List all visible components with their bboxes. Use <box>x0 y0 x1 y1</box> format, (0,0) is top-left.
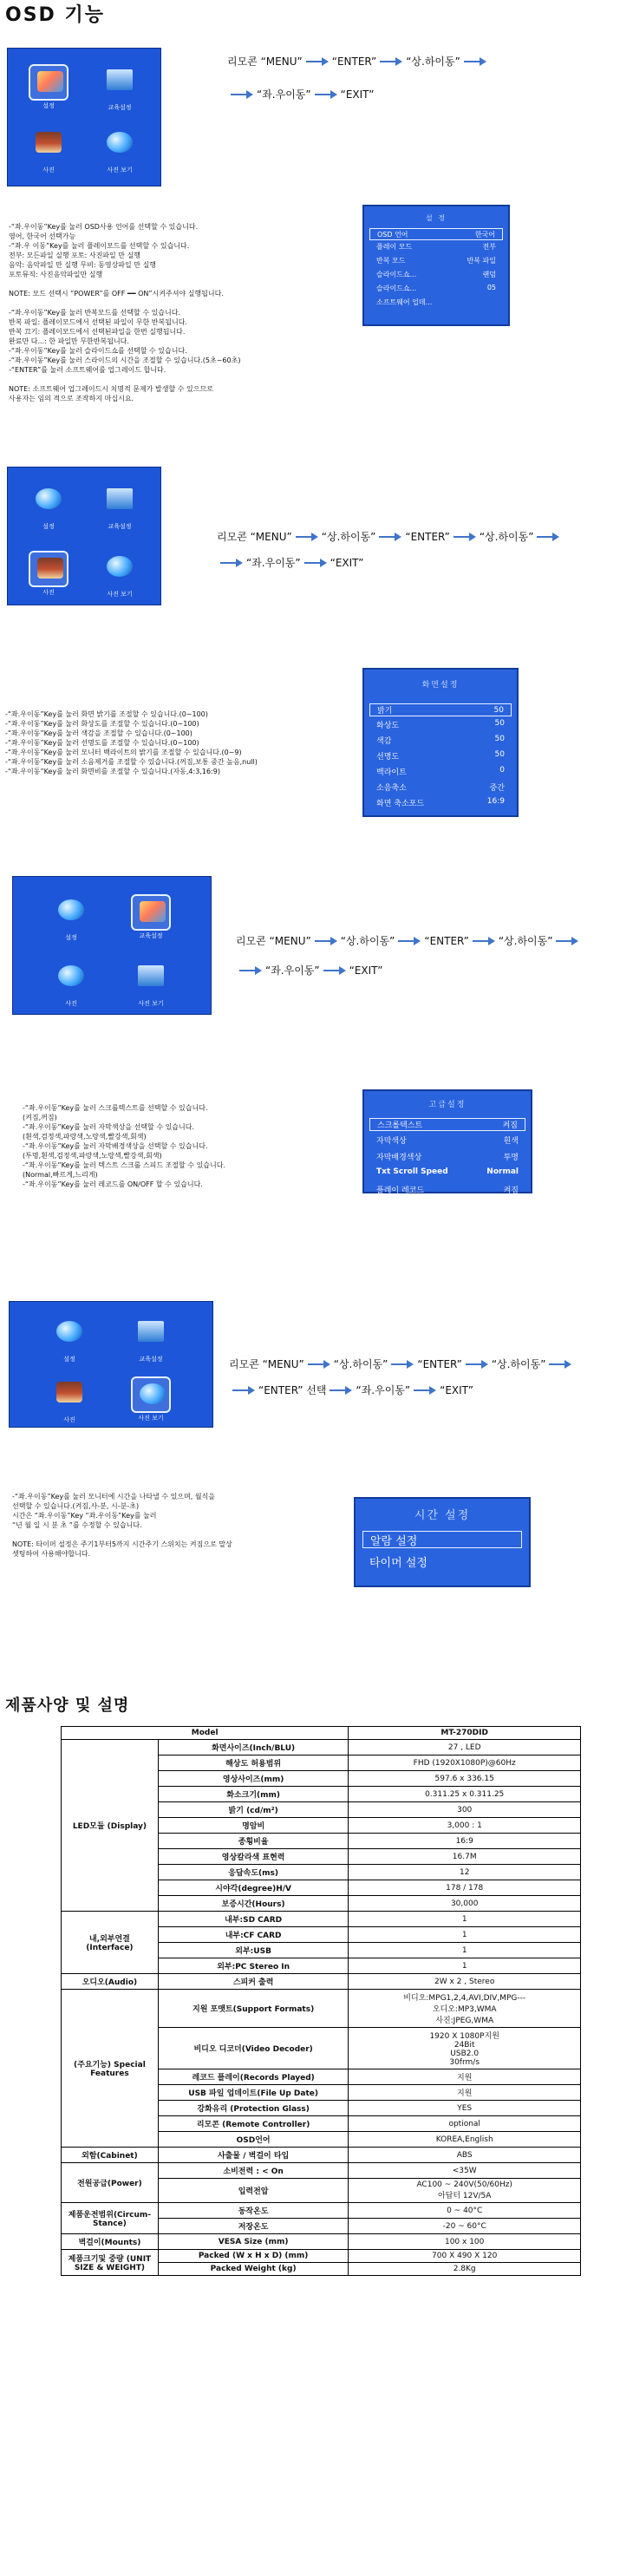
arrow-right-icon <box>220 559 243 567</box>
spec-label: 동작온도 <box>158 2203 349 2219</box>
spec-value: 12 <box>349 1865 581 1880</box>
spec-label: 해상도 허용범위 <box>158 1755 349 1771</box>
flow-step: “상.하이동” <box>340 935 395 947</box>
spec-value: 16:9 <box>349 1834 581 1849</box>
model-label: Model <box>62 1727 349 1740</box>
spec-label: 저장온도 <box>158 2219 349 2234</box>
spec-table <box>61 1726 581 2276</box>
table-row <box>62 2234 581 2250</box>
spec-label: OSD언어 <box>158 2132 349 2148</box>
description-text: -“좌.우이동”Key를 눌러 OSD사용 언어를 선택할 수 있습니다. 영어, 한국어 선택가능 -“좌.우 이동”Key를 눌러 플레이모드를 선택할 수 있습니다. 전부: 모든파일 실행 포토: 사진파일 만 실행 음악: 음악파일 만 실행 무비: 동영상파일 만 실행 포토뮤직: 사진음악파일만 실행 NOTE: 모드 선택시 “POWER”를 OFF ━━ ON”시켜주셔야 실행됩니다. -“좌.우이동”Key를 눌러 반복모드를 선택할 수 있습니다. 반복 파일: 플레이모드에서 선택된 파일이 무한 반복됩니다. 반복 끄기: 플레이모드에서 선택된파일을 한번 실행됩니다. 완료만 다...: 한 파일만 무한반복됩니다. -“좌.우이동”Key를 눌러 슬라이드쇼를 선택할 수 있습니다. -“좌.우이동”Key를 눌러 스라이드의 시간을 조절할 수 있습니다.(5초~60초) -“ENTER”를 눌러 소프트웨어를 업그레이드 합니다. NOTE: 소프트웨어 업그레이드시 치명적 문제가 발생할 수 있으므로 사용자는 임의 적으로 조작하지 마십시요. <box>9 223 241 402</box>
arrow-right-icon <box>296 533 318 541</box>
table-row <box>62 2250 581 2263</box>
spec-value: 1 <box>349 1943 581 1958</box>
spec-category: 전원공급(Power) <box>62 2163 159 2203</box>
description-text: -“좌.우이동”Key를 눌러 화면 밝기를 조절할 수 있습니다.(0~100) -“좌.우이동”Key를 눌러 화상도를 조절할 수 있습니다.(0~100) -“좌.우이동”Key를 눌러 색감을 조절할 수 있습니다.(0~100) -“좌.우이동”Key를 눌러 선명도를 조절할 수 있습니다.(0~100) -“좌.우이동”Key를 눌러 모니터 백라이트의 밝기를 조절할 수 있습니다.(0~9) -“좌.우이동”Key를 눌러 소음제거를 조절할 수 있습니다.(꺼짐,보통 중간 높음,null) -“좌.우이동”Key를 눌러 화면비를 조절할 수 있습니다.(자동,4:3,16:9) <box>5 710 258 775</box>
spec-label: 지원 포맷트(Support Formats) <box>158 1990 349 2028</box>
osd-menu-screen-3 <box>12 876 212 1015</box>
menu-row[interactable]: 밝기 50 <box>369 703 512 716</box>
menu-row[interactable]: 색감 50 <box>376 735 505 746</box>
flow-step: “상.하이동” <box>479 531 534 543</box>
arrow-right-icon <box>537 533 559 541</box>
spec-label: 비디오 디코더(Video Decoder) <box>158 2028 349 2069</box>
description-text: -“좌.우이동”Key를 눌러 모니터에 시간을 나타낼 수 있으며, 월식을 선택할 수 있습니다.(켜짐,사-분, 시-분-초) 시간은 “좌.우이동”Key “좌.우이동”Key를 눌러 “년 월 일 시 분 초 ”를 수정할 수 있습니다. NOTE: 타이머 설정은 주기1부터5까지 시간주기 스위치는 켜짐으로 말상 셋팅하여 사용해야합니다. <box>12 1493 232 1558</box>
settings-icon: 설정 <box>49 1316 89 1352</box>
flow-line <box>227 54 490 69</box>
menu-row[interactable]: 플레이 레코드 켜짐 <box>376 1187 519 1195</box>
time-icon: 사진 보기 <box>131 1376 171 1413</box>
arrow-right-icon <box>308 1360 330 1369</box>
education-icon: 교육설정 <box>100 483 140 520</box>
arrow-right-icon <box>391 1360 414 1369</box>
spec-label: 보증시간(Hours) <box>158 1896 349 1912</box>
menu-row[interactable]: 스크롤텍스트 켜짐 <box>369 1118 525 1131</box>
settings-panel: 설 정 OSD 언어 한국어 플레이 모드 전부 반복 모드 반복 파일 슬라이드쇼... 랜덤 슬라이드쇼... 05 소프트웨어 업데... <box>362 205 510 326</box>
arrow-right-icon <box>306 57 329 66</box>
spec-value: 2.8Kg <box>349 2263 581 2276</box>
page-title: OSD 기능 <box>5 4 105 26</box>
arrow-right-icon <box>556 937 578 945</box>
table-row <box>62 1912 581 1927</box>
flow-step: “ENTER” <box>417 1357 462 1370</box>
menu-row[interactable]: 백라이트 0 <box>376 766 505 777</box>
menu-row[interactable]: 자막배경색상 투명 <box>376 1154 519 1162</box>
spec-label: 화소크기(mm) <box>158 1787 349 1802</box>
spec-label: 명암비 <box>158 1818 349 1834</box>
menu-row[interactable]: 자막색상 흰색 <box>376 1137 519 1146</box>
photo-icon: 사진 <box>29 127 69 163</box>
menu-row[interactable]: 반복 모드 반복 파일 <box>376 257 496 265</box>
spec-title: 제품사양 및 설명 <box>5 1697 130 1715</box>
time-settings-panel: 시간 설정 알람 설정 타이머 설정 <box>354 1497 531 1587</box>
arrow-right-icon <box>315 90 337 99</box>
spec-label: 레코드 플레이(Records Played) <box>158 2069 349 2085</box>
flow-line <box>217 555 363 570</box>
arrow-right-icon <box>239 966 262 975</box>
spec-value: 0 ~ 40°C <box>349 2203 581 2219</box>
flow-line <box>227 87 374 101</box>
arrow-right-icon <box>379 533 401 541</box>
arrow-right-icon <box>330 1386 352 1395</box>
table-row <box>62 1974 581 1990</box>
spec-value: 0.311.25 x 0.311.25 <box>349 1787 581 1802</box>
flow-step: “좌.우이동” <box>356 1384 411 1396</box>
flow-line <box>217 529 563 544</box>
spec-label: 응답속도(ms) <box>158 1865 349 1880</box>
time-icon: 사진 보기 <box>131 960 171 997</box>
settings-icon: 설정 <box>29 64 69 101</box>
flow-step: “좌.우이동” <box>265 964 320 977</box>
arrow-right-icon <box>315 937 337 945</box>
spec-value: 비디오:MPG1,2,4,AVI,DIV,MPG--- 오디오:MP3,WMA 사진:JPEG,WMA <box>349 1990 581 2028</box>
table-header-row <box>62 1727 581 1740</box>
flow-step: “ENTER” <box>405 530 450 543</box>
flow-step: “상.하이동” <box>491 1358 546 1370</box>
spec-label: 사출물 / 벽걸이 타입 <box>158 2148 349 2163</box>
flow-step: “ENTER” 선택 <box>258 1384 327 1396</box>
arrow-right-icon <box>466 1360 488 1369</box>
photo-icon: 사진 <box>51 960 91 997</box>
spec-category: (주요기능) Special Features <box>62 1990 159 2148</box>
flow-step: 리모콘 “MENU” <box>227 56 303 68</box>
spec-value: ABS <box>349 2148 581 2163</box>
flow-step: “좌.우이동” <box>246 557 301 569</box>
flow-line <box>236 933 582 948</box>
spec-value: 1920 X 1080P지원 24Bit USB2.0 30frm/s <box>349 2028 581 2069</box>
spec-label: 외부:PC Stereo In <box>158 1958 349 1974</box>
spec-label: 소비전력 : < On <box>158 2163 349 2179</box>
spec-category: 제품크기및 중량 (UNIT SIZE & WEIGHT) <box>62 2250 159 2276</box>
menu-row[interactable]: OSD 언어 한국어 <box>369 228 503 240</box>
arrow-right-icon <box>454 533 476 541</box>
arrow-right-icon <box>380 57 402 66</box>
osd-menu-screen-2 <box>7 467 161 605</box>
flow-step: 리모콘 “MENU” <box>229 1358 304 1370</box>
spec-value: FHD (1920X1080P)@60Hz <box>349 1755 581 1771</box>
flow-step: “상.하이동” <box>498 935 553 947</box>
education-icon: 교육설정 <box>100 64 140 101</box>
arrow-right-icon <box>549 1360 571 1369</box>
menu-row[interactable]: Txt Scroll Speed Normal <box>376 1167 519 1176</box>
table-row <box>62 2203 581 2219</box>
spec-value: 597.6 x 336.15 <box>349 1771 581 1787</box>
spec-category: 오디오(Audio) <box>62 1974 159 1990</box>
spec-label: USB 파일 업데이트(File Up Date) <box>158 2085 349 2101</box>
spec-value: 300 <box>349 1802 581 1818</box>
spec-value: <35W <box>349 2163 581 2179</box>
spec-value: 1 <box>349 1958 581 1974</box>
spec-value: 지원 <box>349 2085 581 2101</box>
flow-step: “EXIT” <box>330 556 364 569</box>
globe-icon: 사진 보기 <box>100 551 140 587</box>
flow-step: “ENTER” <box>424 934 469 947</box>
display-settings-panel: 화면설정 밝기 50 화상도 50 색감 50 선명도 50 백라이트 0 소음축소 중간 화면 축소포드 16:9 <box>362 668 519 817</box>
spec-label: Packed (W x H x D) (mm) <box>158 2250 349 2263</box>
spec-value: 30,000 <box>349 1896 581 1912</box>
photo-icon: 사진 <box>49 1376 89 1413</box>
osd-menu-screen-1 <box>7 48 161 186</box>
arrow-right-icon <box>323 966 346 975</box>
spec-value: 1 <box>349 1927 581 1943</box>
arrow-right-icon <box>232 1386 255 1395</box>
model-value: MT-270DID <box>349 1727 581 1740</box>
spec-value: -20 ~ 60°C <box>349 2219 581 2234</box>
spec-label: Packed Weight (kg) <box>158 2263 349 2276</box>
spec-label: 내부:SD CARD <box>158 1912 349 1927</box>
arrow-right-icon <box>473 937 495 945</box>
spec-label: 화면사이즈(Inch/BLU) <box>158 1740 349 1755</box>
menu-row[interactable]: 화상도 50 <box>376 719 505 730</box>
spec-label: 밝기 (cd/m²) <box>158 1802 349 1818</box>
menu-row[interactable]: 플레이 모드 전부 <box>376 243 496 251</box>
advanced-settings-panel: 고급설정 스크롤텍스트 켜짐 자막색상 흰색 자막배경색상 투명 Txt Scroll Speed Normal 플레이 레코드 켜짐 <box>362 1089 532 1193</box>
education-icon: 교육설정 <box>131 1316 171 1352</box>
settings-icon: 설정 <box>51 894 91 931</box>
spec-label: 내부:CF CARD <box>158 1927 349 1943</box>
flow-step: “좌.우이동” <box>257 88 311 101</box>
flow-step: “EXIT” <box>349 964 383 977</box>
table-row <box>62 1990 581 2028</box>
spec-value: YES <box>349 2101 581 2116</box>
spec-value: 3,000 : 1 <box>349 1818 581 1834</box>
spec-label: 강화유리 (Protection Glass) <box>158 2101 349 2116</box>
flow-step: 리모콘 “MENU” <box>217 531 292 543</box>
globe-icon: 사진 보기 <box>100 127 140 163</box>
table-row <box>62 2148 581 2163</box>
flow-line <box>229 1357 575 1371</box>
description-text: -“좌.우이동”Key를 눌러 스크롤텍스트를 선택할 수 있습니다. (켜짐,꺼짐) -“좌.우이동”Key를 눌러 자막색상을 선택할 수 있습니다. (흰색,검정색,파랑색,노랑색,빨강색,회색) -“좌.우이동”Key를 눌러 자막배경색상을 선택할 수 있습니다. (투명,흰색,검정색,파랑색,노랑색,빨강색,회색) -“좌.우이동”Key를 눌러 텍스트 스크롤 스피드 조절할 수 있습니다. (Normal,빠르게,느리게) -“좌.우이동”Key를 눌러 레코드를 ON/OFF 할 수 있습니다. <box>23 1104 226 1188</box>
arrow-right-icon <box>398 937 421 945</box>
arrow-right-icon <box>414 1386 436 1395</box>
spec-value: 16.7M <box>349 1849 581 1865</box>
spec-label: 시야각(degree)H/V <box>158 1880 349 1896</box>
spec-category: 벽걸이(Mounts) <box>62 2234 159 2250</box>
menu-row[interactable]: 소음축소 중간 <box>376 784 505 793</box>
spec-label: 영상칼라색 표현력 <box>158 1849 349 1865</box>
flow-step: “ENTER” <box>331 55 377 68</box>
menu-row[interactable]: 알람 설정 <box>362 1531 522 1548</box>
spec-label: 스피커 출력 <box>158 1974 349 1990</box>
spec-label: 영상사이즈(mm) <box>158 1771 349 1787</box>
flow-step: “상.하이동” <box>406 56 460 68</box>
arrow-right-icon <box>464 57 486 66</box>
spec-value: 지원 <box>349 2069 581 2085</box>
table-row <box>62 2163 581 2179</box>
osd-menu-screen-4 <box>9 1301 213 1428</box>
menu-row[interactable]: 타이머 설정 <box>369 1557 427 1570</box>
spec-label: 종횡비율 <box>158 1834 349 1849</box>
table-row <box>62 1740 581 1755</box>
spec-category: 제품운전범위(Circum-Stance) <box>62 2203 159 2234</box>
settings-icon: 설정 <box>29 483 69 520</box>
menu-row[interactable]: 슬라이드쇼... 05 <box>376 284 496 292</box>
spec-label: 외부:USB <box>158 1943 349 1958</box>
spec-value: 2W x 2 , Stereo <box>349 1974 581 1990</box>
menu-row[interactable]: 소프트웨어 업데... <box>376 298 433 306</box>
spec-category: 외함(Cabinet) <box>62 2148 159 2163</box>
photo-icon: 사진 <box>29 551 69 587</box>
spec-value: 27 , LED <box>349 1740 581 1755</box>
menu-row[interactable]: 선명도 50 <box>376 750 505 762</box>
flow-step: “EXIT” <box>340 88 375 101</box>
flow-step: “EXIT” <box>440 1383 473 1396</box>
spec-value: 100 x 100 <box>349 2234 581 2250</box>
arrow-right-icon <box>304 559 327 567</box>
flow-step: “상.하이동” <box>333 1358 388 1370</box>
flow-step: 리모콘 “MENU” <box>236 935 311 947</box>
spec-value: 1 <box>349 1912 581 1927</box>
spec-label: VESA Size (mm) <box>158 2234 349 2250</box>
spec-label: 리모콘 (Remote Controller) <box>158 2116 349 2132</box>
spec-value: AC100 ~ 240V(50/60Hz) 아답터 12V/5A <box>349 2179 581 2203</box>
spec-value: optional <box>349 2116 581 2132</box>
spec-category: 내,외부연결 (Interface) <box>62 1912 159 1974</box>
flow-step: “상.하이동” <box>321 531 376 543</box>
spec-value: KOREA,English <box>349 2132 581 2148</box>
menu-row[interactable]: 슬라이드쇼... 랜덤 <box>376 271 496 278</box>
flow-line <box>229 1383 473 1397</box>
flow-line <box>236 963 382 977</box>
advanced-settings-icon: 교육설정 <box>131 894 171 931</box>
spec-label: 입력전압 <box>158 2179 349 2203</box>
arrow-right-icon <box>231 90 253 99</box>
spec-value: 700 X 490 X 120 <box>349 2250 581 2263</box>
spec-category: LED모듈 (Display) <box>62 1740 159 1912</box>
spec-value: 178 / 178 <box>349 1880 581 1896</box>
menu-row[interactable]: 화면 축소포드 16:9 <box>376 797 505 808</box>
